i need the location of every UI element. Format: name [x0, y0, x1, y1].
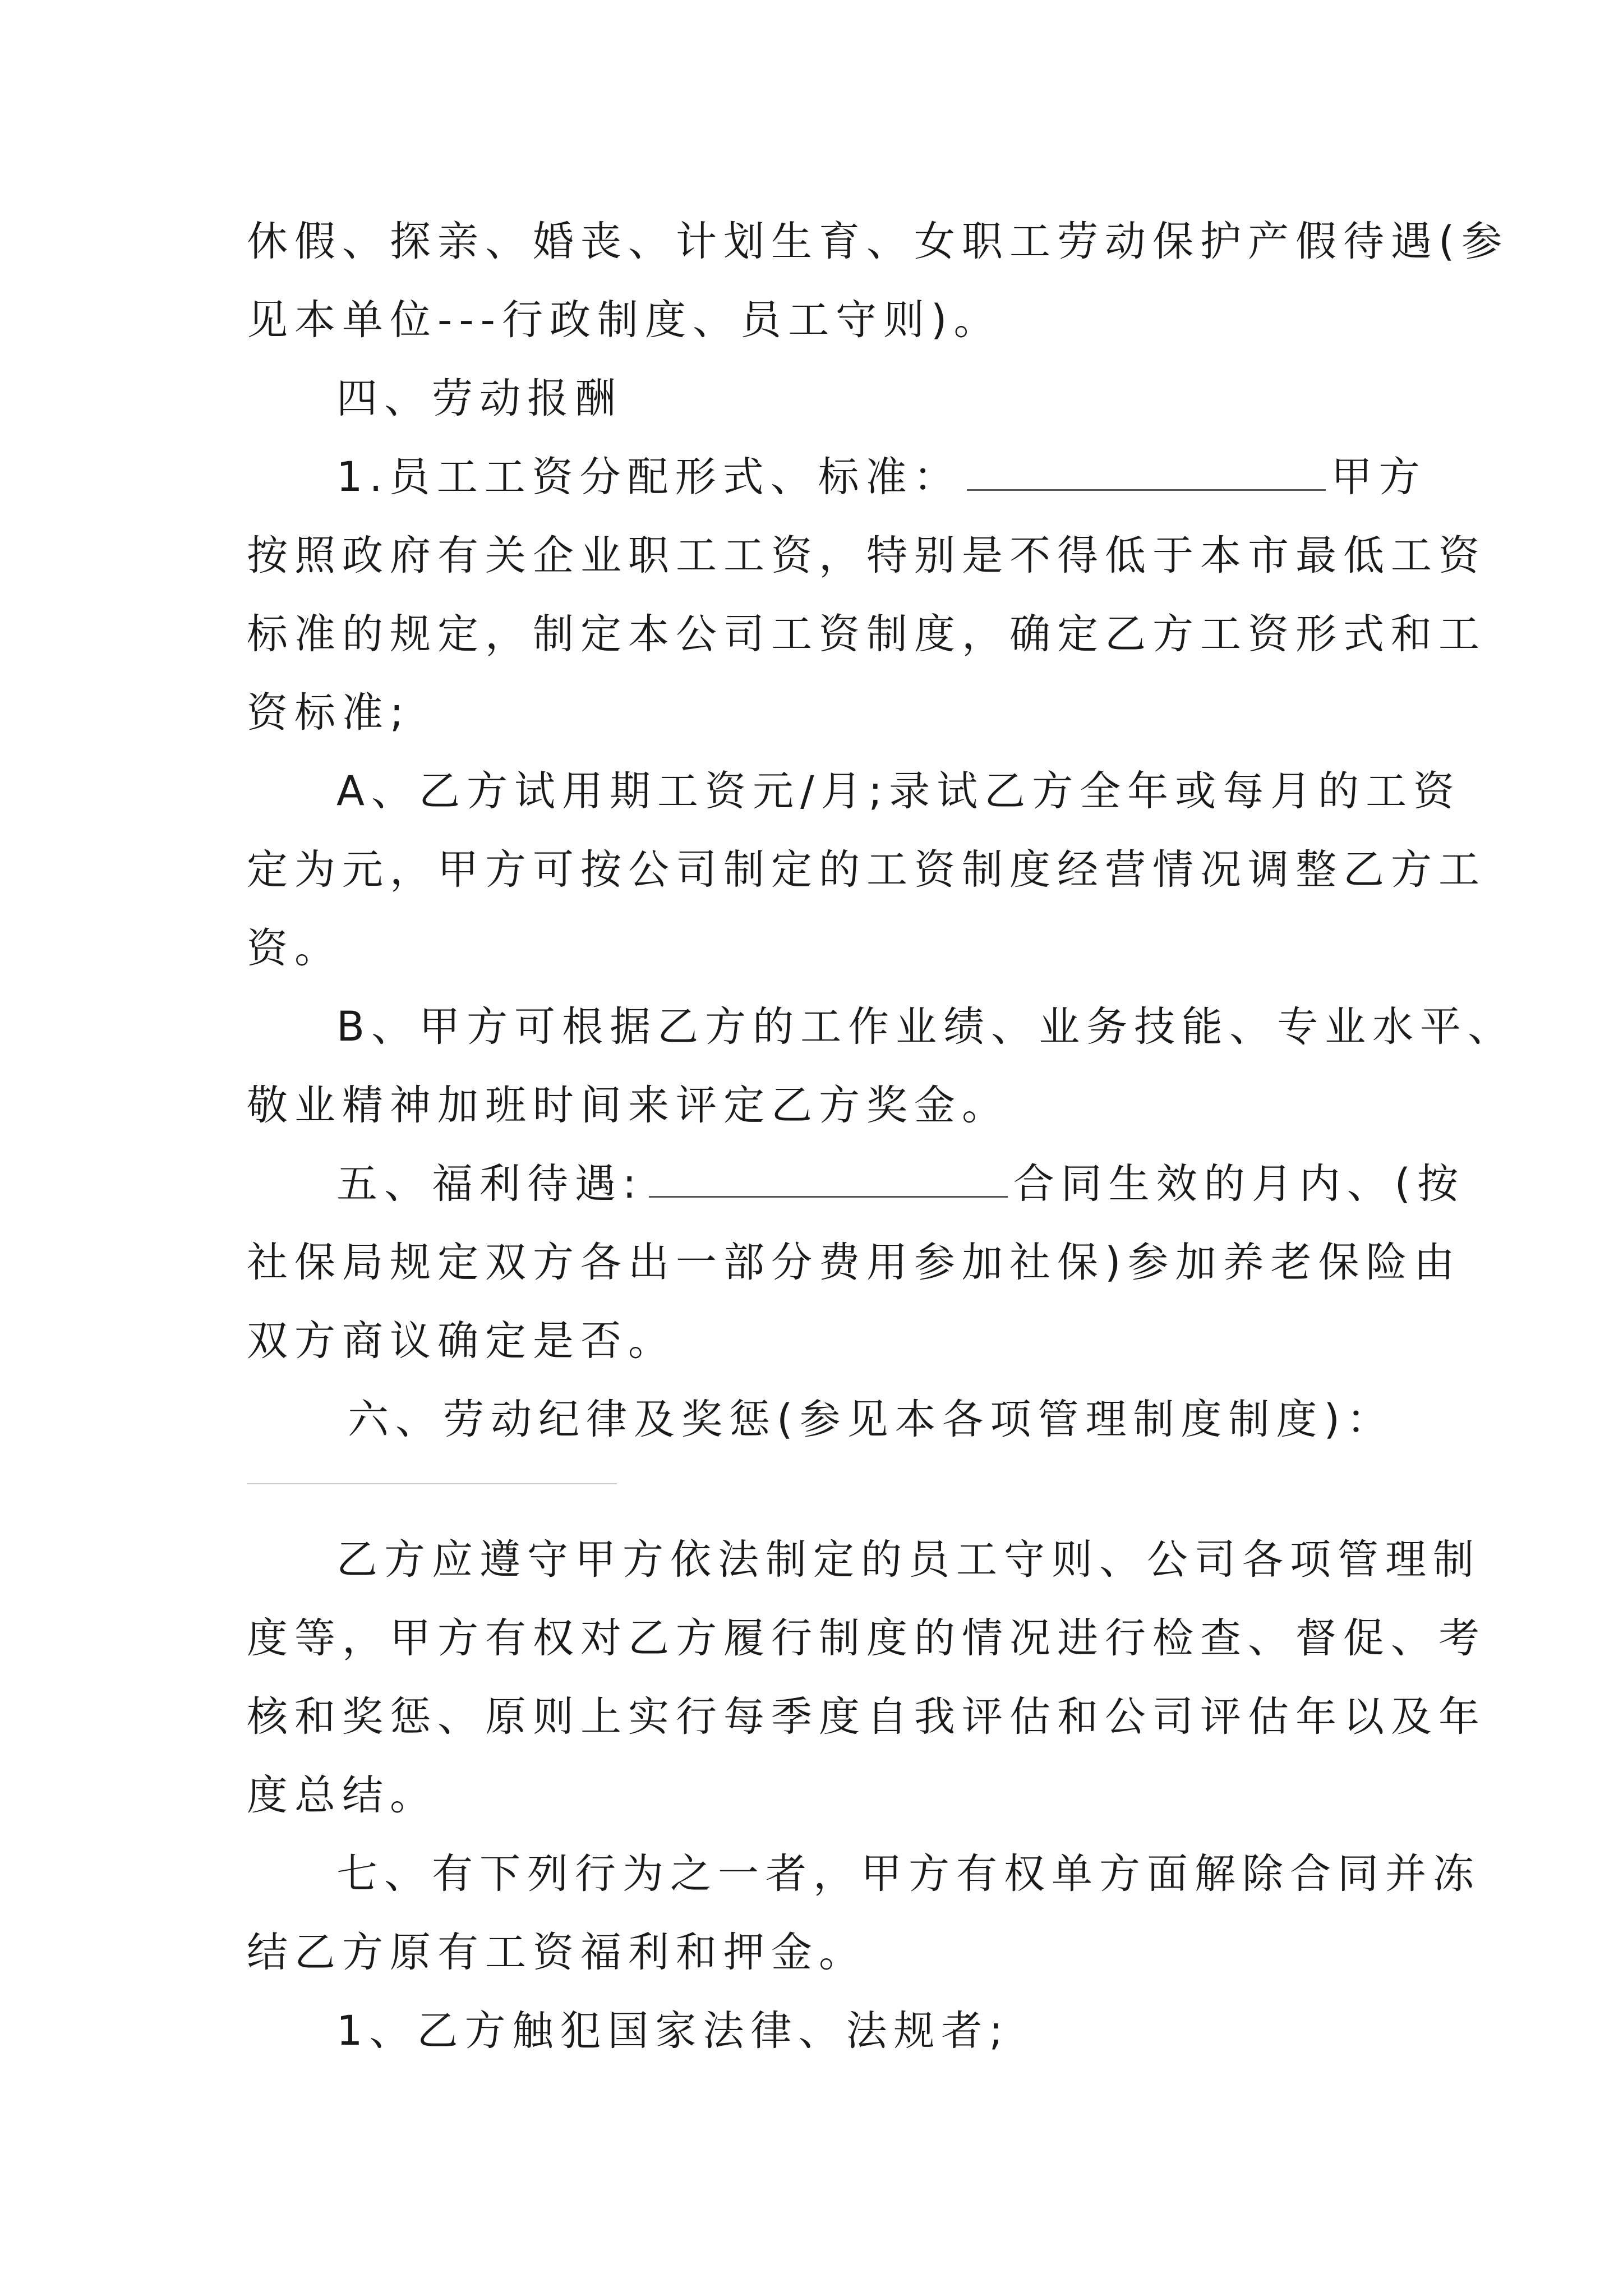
welfare-label: 五、福利待遇: — [336, 1160, 643, 1208]
section-heading: 六、劳动纪律及奖惩(参见本各项管理制度制度)： — [348, 1396, 1394, 1443]
welfare-blank — [649, 1163, 1008, 1198]
paragraph-line: 度等，甲方有权对乙方履行制度的情况进行检查、督促、考 — [247, 1614, 1486, 1662]
paragraph-line: 休假、探亲、婚丧、计划生育、女职工劳动保护产假待遇(参 — [247, 218, 1509, 265]
paragraph-line: 标准的规定，制定本公司工资制度，确定乙方工资形式和工 — [247, 610, 1486, 658]
section-heading: 四、劳动报酬 — [336, 375, 623, 422]
paragraph-line: 见本单位---行政制度、员工守则)。 — [247, 296, 1002, 344]
paragraph-line — [336, 1159, 1465, 1209]
welfare-text: 合同生效的月内、(按 — [1013, 1160, 1465, 1208]
paragraph-line: 资。 — [247, 924, 342, 972]
wage-form-label: 1.员工工资分配形式、标准： — [336, 453, 961, 501]
paragraph-line: 双方商议确定是否。 — [247, 1317, 676, 1365]
paragraph-line: 七、有下列行为之一者，甲方有权单方面解除合同并冻 — [336, 1850, 1481, 1898]
blank-rule — [247, 1483, 617, 1484]
paragraph-line: 1、乙方触犯国家法律、法规者; — [336, 2007, 1010, 2055]
paragraph-line: 乙方应遵守甲方依法制定的员工守则、公司各项管理制 — [336, 1536, 1481, 1584]
paragraph-line: 社保局规定双方各出一部分费用参加社保)参加养老保险由 — [247, 1239, 1461, 1286]
paragraph-line: 按照政府有关企业职工工资，特别是不得低于本市最低工资 — [247, 532, 1486, 579]
paragraph-line: 核和奖惩、原则上实行每季度自我评估和公司评估年以及年 — [247, 1693, 1486, 1741]
wage-standard-blank — [967, 457, 1326, 491]
paragraph-line: B、甲方可根据乙方的工作业绩、业务技能、专业水平、 — [336, 1003, 1516, 1051]
paragraph-line — [336, 452, 1427, 503]
paragraph-line: 度总结。 — [247, 1772, 437, 1819]
paragraph-line: 资标准; — [247, 689, 411, 737]
party-a-label: 甲方 — [1331, 453, 1427, 501]
paragraph-line: 定为元，甲方可按公司制定的工资制度经营情况调整乙方工 — [247, 846, 1486, 894]
paragraph-line: 结乙方原有工资福利和押金。 — [247, 1929, 866, 1976]
paragraph-line: 敬业精神加班时间来评定乙方奖金。 — [247, 1082, 1009, 1129]
paragraph-line: A、乙方试用期工资元/月;录试乙方全年或每月的工资 — [336, 767, 1461, 815]
